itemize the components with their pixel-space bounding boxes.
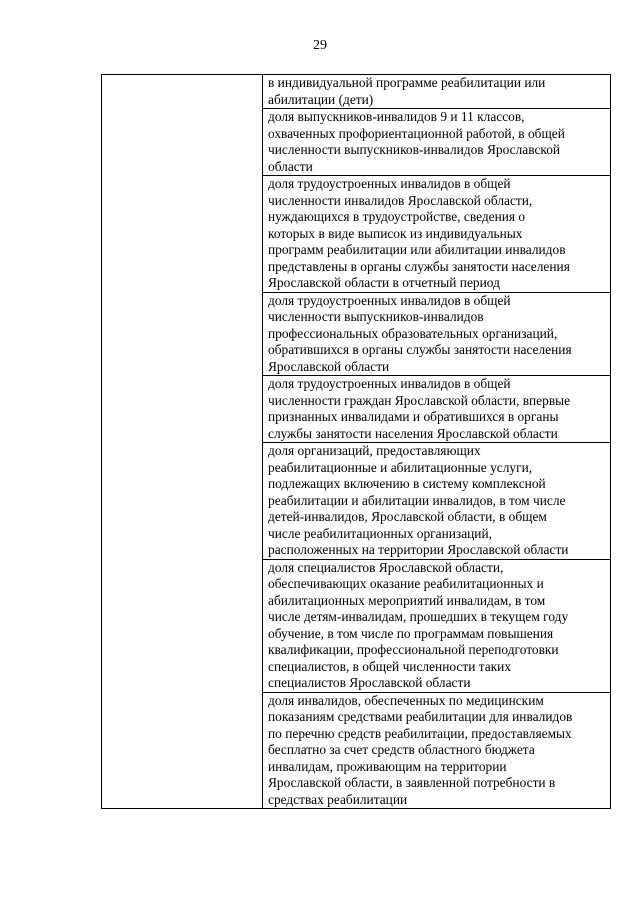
indicator-text-line: обратившихся в органы службы занятости населения — [268, 342, 572, 357]
indicator-text-line: инвалидам, проживающим на территории — [268, 758, 507, 774]
indicator-text-line: числе реабилитационных организаций, — [268, 525, 492, 541]
indicator-text-line: доля выпускников-инвалидов 9 и 11 классов, — [268, 109, 525, 124]
indicator-text-line: абилитации (дети) — [268, 91, 374, 107]
indicator-text-line: обучение, в том числе по программам повышения — [268, 625, 554, 641]
indicator-text-line: числе детям-инвалидам, прошедших в текущем году — [268, 609, 569, 624]
empty-left-cell — [102, 75, 263, 809]
indicator-text-line: по перечню средств реабилитации, предоставляемых — [268, 725, 572, 741]
indicator-cell — [263, 292, 611, 376]
indicator-text-line: профессиональных образовательных организаций, — [268, 325, 558, 341]
indicator-text-line: программ реабилитации или абилитации инвалидов — [268, 242, 566, 257]
page-number: 29 — [313, 38, 327, 53]
indicator-text-line: которых в виде выписок из индивидуальных — [268, 225, 523, 241]
indicator-cell — [263, 376, 611, 443]
table-row — [102, 75, 611, 109]
indicator-text-line: квалификации, профессиональной переподготовки — [268, 642, 559, 657]
indicators-table — [101, 74, 611, 809]
indicator-text-line: показаниям средствами реабилитации для инвалидов — [268, 709, 573, 724]
indicator-text-line: детей-инвалидов, Ярославской области, в общем — [268, 509, 547, 524]
indicator-text-line: доля инвалидов, обеспеченных по медицинским — [268, 692, 544, 708]
indicator-text-line: представлены в органы службы занятости населения — [268, 258, 570, 274]
indicator-text-line: реабилитационные и абилитационные услуги, — [268, 459, 533, 475]
indicator-cell — [263, 109, 611, 176]
table-body — [102, 75, 611, 809]
indicator-text-line: службы занятости населения Ярославской области — [268, 425, 558, 441]
indicator-text-line: доля трудоустроенных инвалидов в общей — [268, 292, 511, 308]
indicator-text-line: доля организаций, предоставляющих — [268, 443, 481, 458]
indicator-text-line: Ярославской области, в заявленной потребности в — [268, 775, 556, 790]
indicator-text-line: абилитационных мероприятий инвалидам, в том — [268, 592, 546, 608]
indicator-cell — [263, 75, 611, 109]
indicator-text-line: численности выпускников-инвалидов — [268, 309, 484, 324]
indicator-text-line: Ярославской области в отчетный период — [268, 275, 500, 290]
indicator-cell — [263, 176, 611, 293]
indicator-text-line: в индивидуальной программе реабилитации или — [268, 75, 546, 90]
indicator-text-line: нуждающихся в трудоустройстве, сведения о — [268, 209, 526, 224]
indicator-text-line: реабилитации и абилитации инвалидов, в том числе — [268, 492, 566, 508]
indicator-text-line: Ярославской области — [268, 358, 390, 374]
indicator-text-line: бесплатно за счет средств областного бюджета — [268, 742, 535, 757]
indicator-text-line: численности граждан Ярославской области, впервые — [268, 392, 571, 408]
indicator-text-line: доля специалистов Ярославской области, — [268, 559, 504, 575]
indicator-text-line: обеспечивающих оказание реабилитационных и — [268, 576, 544, 591]
indicator-text-line: доля трудоустроенных инвалидов в общей — [268, 376, 511, 391]
indicator-cell — [263, 692, 611, 809]
indicator-cell — [263, 559, 611, 692]
indicator-text-line: численности выпускников-инвалидов Ярославской — [268, 142, 561, 157]
indicator-text-line: численности инвалидов Ярославской области, — [268, 192, 533, 208]
indicator-cell — [263, 443, 611, 560]
indicator-text-line: признанных инвалидами и обратившихся в органы — [268, 409, 559, 424]
indicator-text-line: подлежащих включению в систему комплексной — [268, 476, 546, 491]
indicator-text-line: области — [268, 158, 313, 174]
indicator-text-line: средствах реабилитации — [268, 791, 408, 807]
indicator-text-line: охваченных профориентационной работой, в общей — [268, 125, 565, 141]
indicator-text-line: доля трудоустроенных инвалидов в общей — [268, 176, 511, 191]
indicator-text-line: специалистов, в общей численности таких — [268, 658, 512, 674]
indicator-text-line: специалистов Ярославской области — [268, 675, 471, 690]
indicator-text-line: расположенных на территории Ярославской области — [268, 542, 569, 557]
